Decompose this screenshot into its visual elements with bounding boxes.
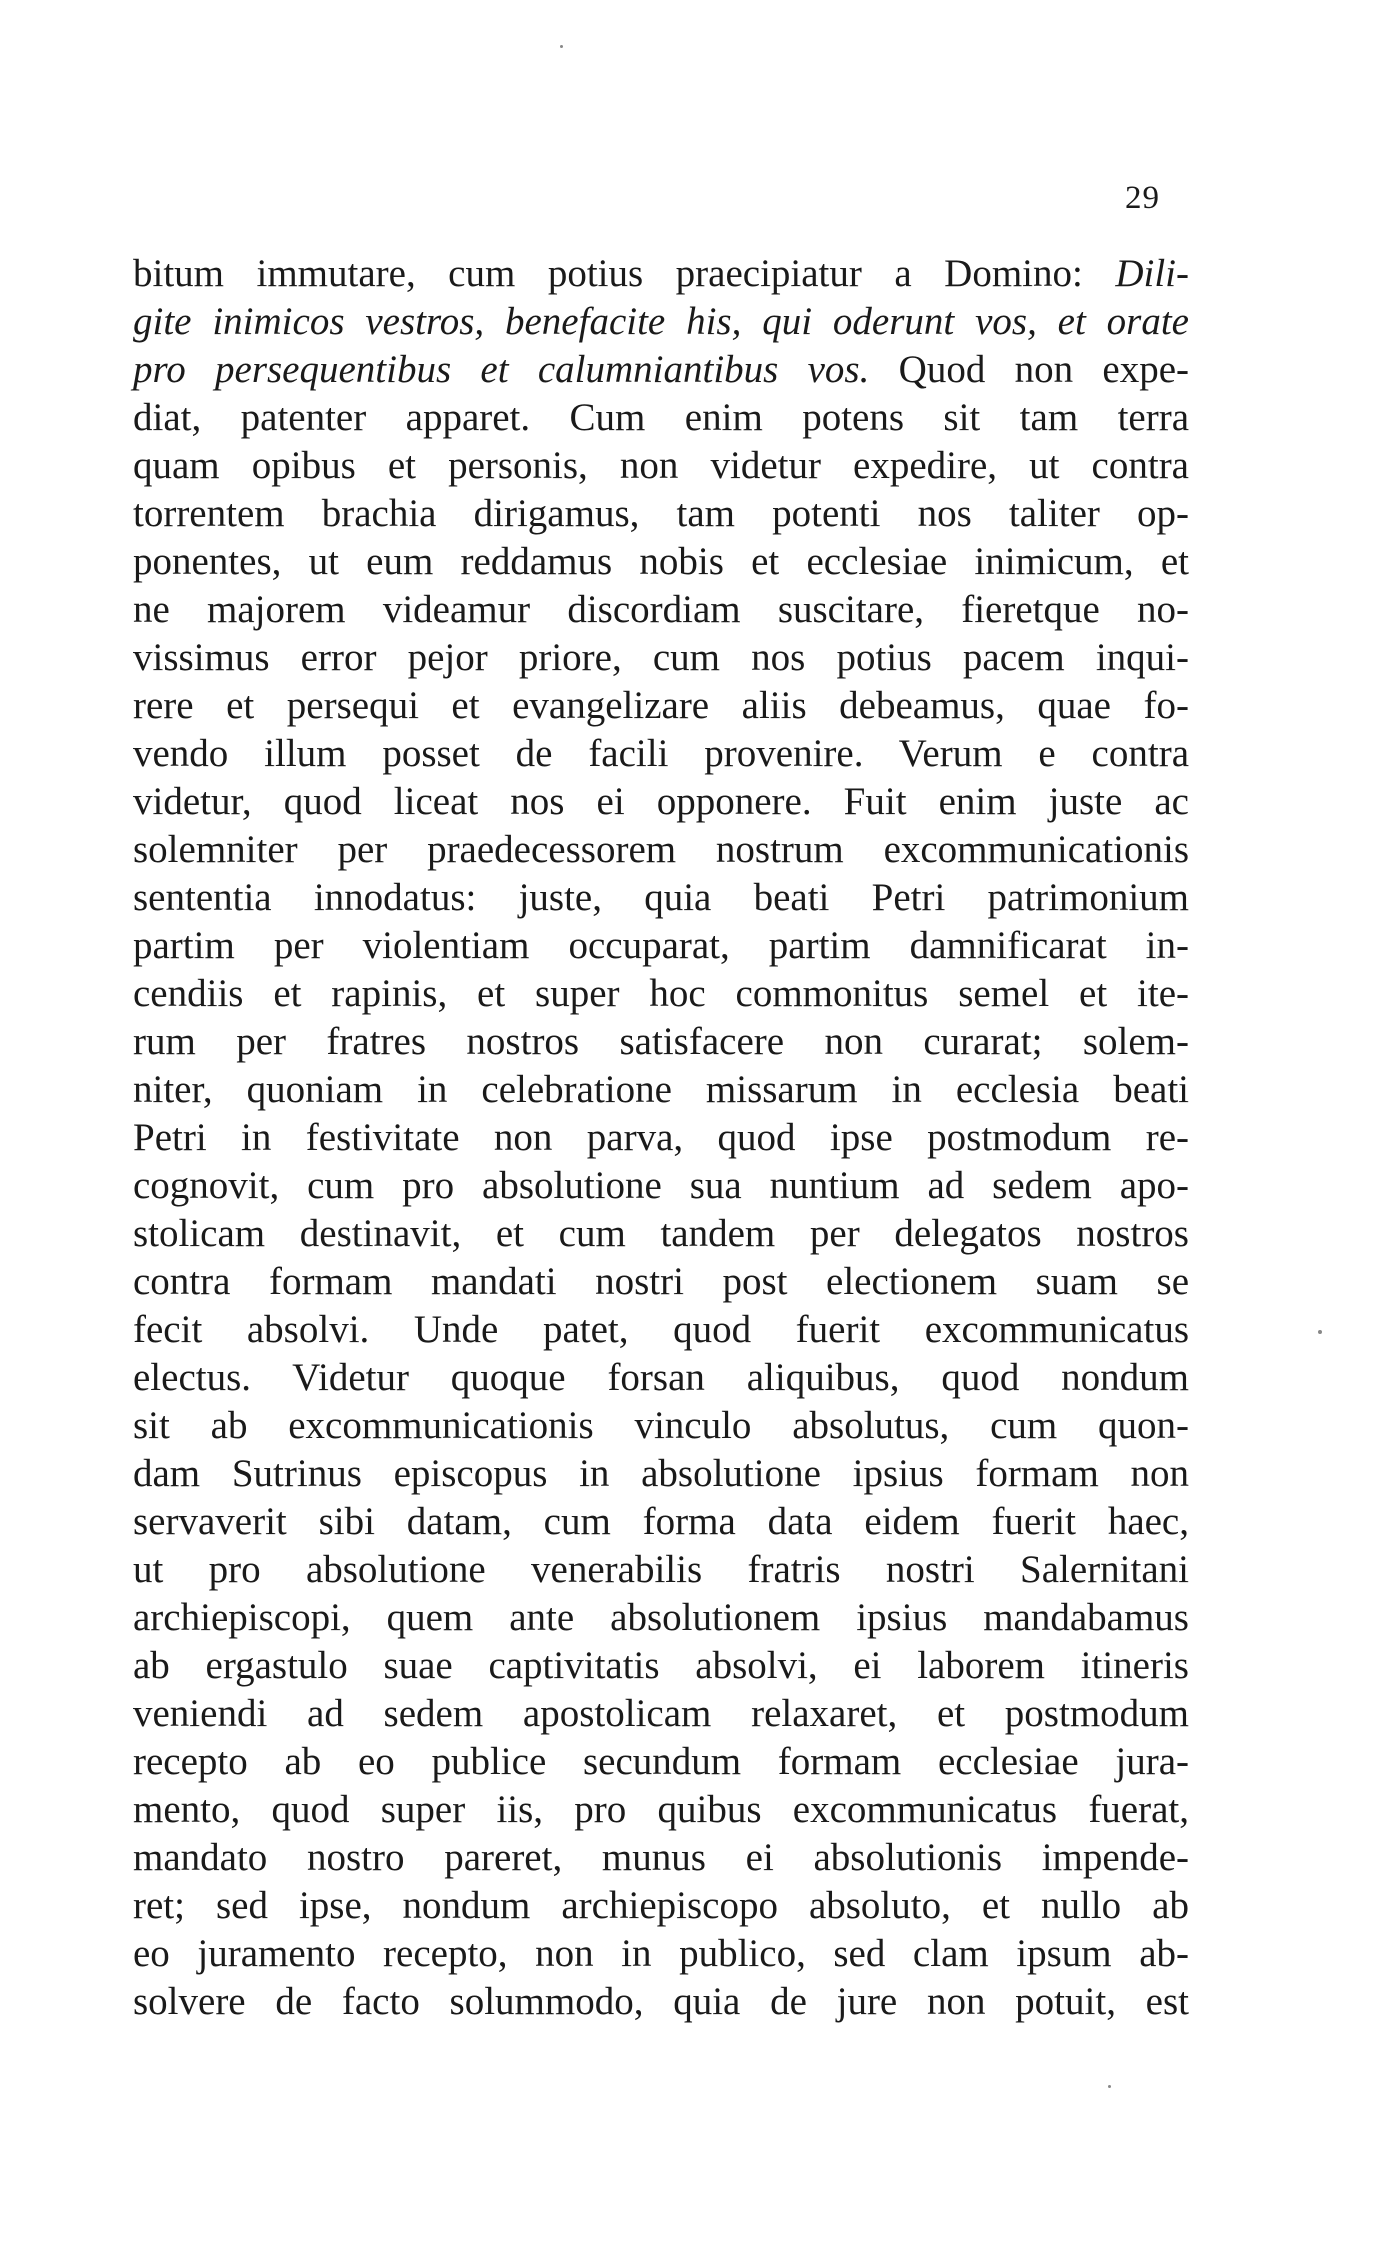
text-line-content	[133, 922, 1189, 970]
text-run: solvere de facto solummodo, quia de jure non potuit, est	[133, 1980, 1189, 2023]
text-line	[133, 1306, 1189, 1354]
text-line-content	[133, 1978, 1189, 2026]
text-line	[133, 1066, 1189, 1114]
text-line-content	[133, 1546, 1189, 1594]
text-line-content	[133, 1018, 1189, 1066]
text-run: veniendi ad sedem apostolicam relaxaret, et postmodum	[133, 1692, 1189, 1735]
text-line-content	[133, 1882, 1189, 1930]
text-line-content	[133, 1738, 1189, 1786]
text-line	[133, 1930, 1189, 1978]
text-line-content	[133, 586, 1189, 634]
text-line	[133, 826, 1189, 874]
text-line-content	[133, 1930, 1189, 1978]
text-line	[133, 1498, 1189, 1546]
text-line	[133, 538, 1189, 586]
text-run: videtur, quod liceat nos ei opponere. Fuit enim juste ac	[133, 780, 1189, 823]
text-line	[133, 1162, 1189, 1210]
text-line-content	[133, 1642, 1189, 1690]
text-run: diat, patenter apparet. Cum enim potens sit tam terra	[133, 396, 1189, 439]
text-line	[133, 442, 1189, 490]
text-run: quam opibus et personis, non videtur expedire, ut contra	[133, 444, 1189, 487]
text-line-content	[133, 1162, 1189, 1210]
text-line-content	[133, 778, 1189, 826]
text-run: mandato nostro pareret, munus ei absolutionis impende-	[133, 1836, 1189, 1879]
text-line	[133, 634, 1189, 682]
text-line-content	[133, 298, 1189, 346]
text-line-content	[133, 1690, 1189, 1738]
text-run: servaverit sibi datam, cum forma data eidem fuerit haec,	[133, 1500, 1189, 1543]
print-speck	[560, 45, 563, 48]
text-line	[133, 1210, 1189, 1258]
text-line-content	[133, 394, 1189, 442]
text-line	[133, 1450, 1189, 1498]
text-line	[133, 1882, 1189, 1930]
print-speck	[1318, 1330, 1322, 1334]
text-line-content	[133, 1354, 1189, 1402]
text-line	[133, 1978, 1189, 2026]
text-run: Quod non expe-	[869, 348, 1189, 391]
text-line-content	[133, 826, 1189, 874]
text-run: vendo illum posset de facili provenire. Verum e contra	[133, 732, 1189, 775]
text-line	[133, 250, 1189, 298]
text-run: ut pro absolutione venerabilis fratris nostri Salernitani	[133, 1548, 1189, 1591]
text-run: vissimus error pejor priore, cum nos potius pacem inqui-	[133, 636, 1189, 679]
text-line-content	[133, 1066, 1189, 1114]
text-line-content	[133, 1258, 1189, 1306]
text-line-content	[133, 250, 1189, 298]
text-line-content	[133, 730, 1189, 778]
text-line	[133, 394, 1189, 442]
text-line	[133, 586, 1189, 634]
text-line	[133, 1402, 1189, 1450]
text-line	[133, 922, 1189, 970]
text-run: Petri in festivitate non parva, quod ipse postmodum re-	[133, 1116, 1189, 1159]
body-text	[133, 250, 1189, 2026]
text-line	[133, 1738, 1189, 1786]
text-line	[133, 1114, 1189, 1162]
text-line-content	[133, 490, 1189, 538]
text-line	[133, 874, 1189, 922]
text-run: ab ergastulo suae captivitatis absolvi, ei laborem itineris	[133, 1644, 1189, 1687]
text-run: electus. Videtur quoque forsan aliquibus, quod nondum	[133, 1356, 1189, 1399]
italic-quotation: gite inimicos vestros, benefacite his, qui oderunt vos, et orate	[133, 300, 1189, 343]
text-run: archiepiscopi, quem ante absolutionem ipsius mandabamus	[133, 1596, 1189, 1639]
text-run: mento, quod super iis, pro quibus excommunicatus fuerat,	[133, 1788, 1189, 1831]
text-line-content	[133, 1306, 1189, 1354]
text-line-content	[133, 1594, 1189, 1642]
text-line	[133, 490, 1189, 538]
text-line-content	[133, 1498, 1189, 1546]
italic-quotation: Dili-	[1115, 252, 1189, 295]
text-line-content	[133, 874, 1189, 922]
text-run: sententia innodatus: juste, quia beati Petri patrimonium	[133, 876, 1189, 919]
text-line-content	[133, 1450, 1189, 1498]
text-line	[133, 1594, 1189, 1642]
text-line	[133, 1786, 1189, 1834]
text-line-content	[133, 1402, 1189, 1450]
text-line	[133, 1258, 1189, 1306]
text-line-content	[133, 970, 1189, 1018]
text-run: sit ab excommunicationis vinculo absolutus, cum quon-	[133, 1404, 1189, 1447]
text-run: dam Sutrinus episcopus in absolutione ipsius formam non	[133, 1452, 1189, 1495]
italic-quotation: pro persequentibus et calumniantibus vos.	[133, 348, 870, 391]
text-run: recepto ab eo publice secundum formam ecclesiae jura-	[133, 1740, 1189, 1783]
text-line	[133, 1690, 1189, 1738]
text-run: solemniter per praedecessorem nostrum excommunicationis	[133, 828, 1189, 871]
text-line-content	[133, 442, 1189, 490]
text-line-content	[133, 1114, 1189, 1162]
text-run: rere et persequi et evangelizare aliis debeamus, quae fo-	[133, 684, 1189, 727]
text-line	[133, 778, 1189, 826]
text-line-content	[133, 1834, 1189, 1882]
text-line	[133, 1018, 1189, 1066]
text-run: stolicam destinavit, et cum tandem per delegatos nostros	[133, 1212, 1189, 1255]
text-run: cendiis et rapinis, et super hoc commonitus semel et ite-	[133, 972, 1189, 1015]
text-run: rum per fratres nostros satisfacere non curarat; solem-	[133, 1020, 1189, 1063]
text-run: bitum immutare, cum potius praecipiatur a Domino:	[133, 252, 1116, 295]
text-line	[133, 298, 1189, 346]
text-line-content	[133, 538, 1189, 586]
text-run: torrentem brachia dirigamus, tam potenti nos taliter op-	[133, 492, 1189, 535]
text-run: ponentes, ut eum reddamus nobis et ecclesiae inimicum, et	[133, 540, 1189, 583]
text-run: ne majorem videamur discordiam suscitare, fieretque no-	[133, 588, 1189, 631]
text-run: niter, quoniam in celebratione missarum in ecclesia beati	[133, 1068, 1189, 1111]
text-line	[133, 682, 1189, 730]
text-line	[133, 730, 1189, 778]
text-run: eo juramento recepto, non in publico, sed clam ipsum ab-	[133, 1932, 1189, 1975]
text-line	[133, 1834, 1189, 1882]
text-line	[133, 1642, 1189, 1690]
text-line-content	[133, 1786, 1189, 1834]
text-run: fecit absolvi. Unde patet, quod fuerit excommunicatus	[133, 1308, 1189, 1351]
text-run: cognovit, cum pro absolutione sua nuntium ad sedem apo-	[133, 1164, 1189, 1207]
page-number: 29	[1125, 180, 1160, 216]
text-line-content	[133, 1210, 1189, 1258]
text-line	[133, 970, 1189, 1018]
text-run: partim per violentiam occuparat, partim damnificarat in-	[133, 924, 1189, 967]
text-line	[133, 346, 1189, 394]
text-line-content	[133, 634, 1189, 682]
text-run: contra formam mandati nostri post electionem suam se	[133, 1260, 1189, 1303]
text-line	[133, 1354, 1189, 1402]
print-speck	[1108, 2085, 1111, 2088]
text-line-content	[133, 346, 1189, 394]
text-line	[133, 1546, 1189, 1594]
text-line-content	[133, 682, 1189, 730]
text-run: ret; sed ipse, nondum archiepiscopo absoluto, et nullo ab	[133, 1884, 1189, 1927]
